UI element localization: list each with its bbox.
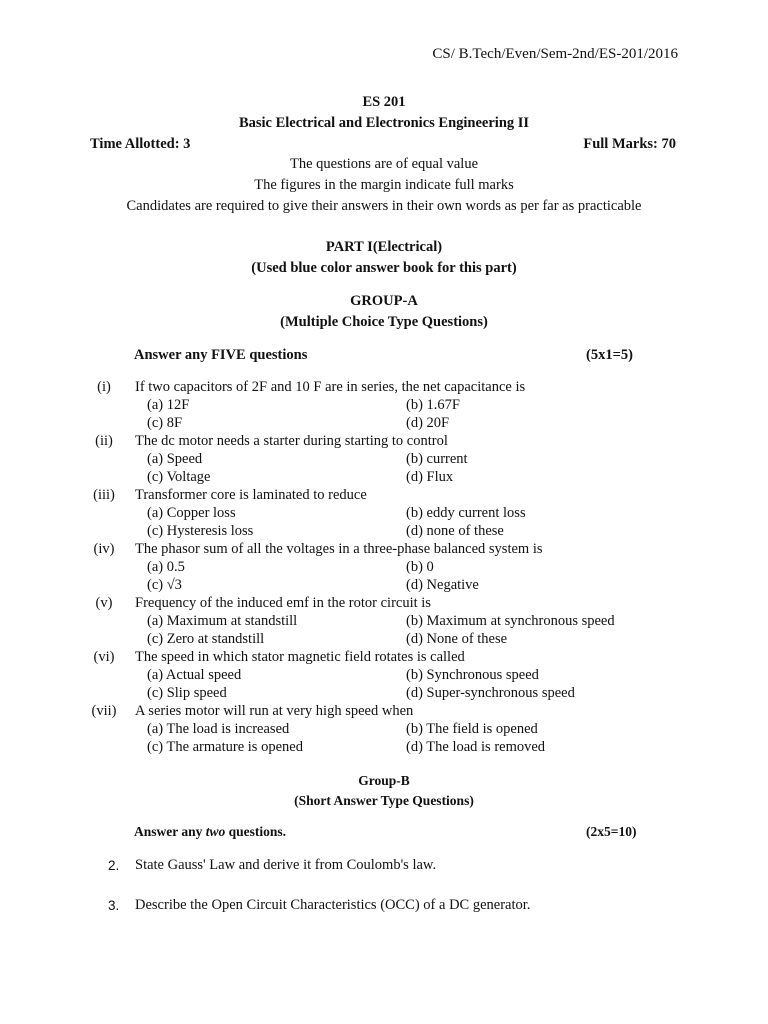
option-d: (d) None of these (406, 631, 508, 647)
part-title: PART I(Electrical) (325, 239, 443, 255)
question-text: Transformer core is laminated to reduce (135, 487, 367, 503)
option-a: (a) 12F (147, 397, 190, 413)
course-title: Basic Electrical and Electronics Engineering II (238, 115, 530, 131)
group-b-marks: (2x5=10) (586, 824, 637, 839)
question-text: State Gauss' Law and derive it from Coulomb's law. (135, 857, 437, 873)
group-b-subtitle: (Short Answer Type Questions) (294, 793, 474, 808)
option-c: (c) Voltage (147, 469, 211, 485)
group-a-instruction: Answer any FIVE questions (134, 347, 308, 363)
question-text: The phasor sum of all the voltages in a three-phase balanced system is (135, 541, 543, 557)
option-b: (b) current (406, 451, 468, 467)
question-text: The dc motor needs a starter during starting to control (135, 433, 448, 449)
option-b: (b) Maximum at synchronous speed (406, 613, 615, 629)
question-text: A series motor will run at very high speed when (135, 703, 414, 719)
option-c: (c) Slip speed (147, 685, 227, 701)
option-d: (d) The load is removed (406, 739, 546, 755)
question-text: If two capacitors of 2F and 10 F are in series, the net capacitance is (135, 379, 526, 395)
question-text: Describe the Open Circuit Characteristics (OCC) of a DC generator. (135, 897, 531, 913)
question-number: (i) (97, 379, 111, 395)
option-b: (b) Synchronous speed (406, 667, 539, 683)
question-number: 2. (108, 858, 120, 873)
instruction-text: questions. (225, 824, 287, 839)
option-d: (d) Flux (406, 469, 454, 485)
question-number: (iii) (93, 487, 115, 503)
option-c: (c) The armature is opened (147, 739, 303, 755)
group-a-subtitle: (Multiple Choice Type Questions) (280, 314, 488, 330)
group-b-instruction (134, 823, 286, 841)
option-a: (a) Speed (147, 451, 203, 467)
option-c: (c) √3 (147, 577, 182, 593)
course-code: ES 201 (362, 94, 406, 110)
part-note: (Used blue color answer book for this part) (251, 260, 517, 276)
time-allotted: Time Allotted: 3 (90, 136, 191, 152)
option-a: (a) Actual speed (147, 667, 242, 683)
option-b: (b) eddy current loss (406, 505, 526, 521)
option-b: (b) 1.67F (406, 397, 460, 413)
option-d: (d) Negative (406, 577, 479, 593)
option-c: (c) Hysteresis loss (147, 523, 254, 539)
option-b: (b) The field is opened (406, 721, 538, 737)
question-number: 3. (108, 898, 120, 913)
instruction-emphasis: two (205, 824, 226, 839)
question-number: (iv) (93, 541, 115, 557)
option-a: (a) Copper loss (147, 505, 236, 521)
option-c: (c) 8F (147, 415, 183, 431)
option-d: (d) Super-synchronous speed (406, 685, 575, 701)
question-number: (ii) (95, 433, 113, 449)
question-number: (vi) (93, 649, 115, 665)
option-d: (d) none of these (406, 523, 504, 539)
option-a: (a) 0.5 (147, 559, 185, 575)
question-number: (v) (95, 595, 113, 611)
instruction-line: The questions are of equal value (289, 156, 479, 172)
question-text: The speed in which stator magnetic field rotates is called (135, 649, 465, 665)
question-text: Frequency of the induced emf in the rotor circuit is (135, 595, 431, 611)
group-a-marks: (5x1=5) (586, 347, 633, 363)
paper-code: CS/ B.Tech/Even/Sem-2nd/ES-201/2016 (432, 46, 678, 62)
instruction-line: Candidates are required to give their answers in their own words as per far as practicable (126, 198, 642, 214)
option-a: (a) The load is increased (147, 721, 290, 737)
group-a-title: GROUP-A (350, 293, 418, 309)
option-d: (d) 20F (406, 415, 450, 431)
full-marks: Full Marks: 70 (583, 136, 676, 152)
option-b: (b) 0 (406, 559, 434, 575)
group-b-title: Group-B (358, 773, 410, 788)
option-c: (c) Zero at standstill (147, 631, 265, 647)
instruction-line: The figures in the margin indicate full marks (254, 177, 514, 193)
instruction-text: Answer any (134, 824, 206, 839)
option-a: (a) Maximum at standstill (147, 613, 298, 629)
question-number: (vii) (91, 703, 117, 719)
